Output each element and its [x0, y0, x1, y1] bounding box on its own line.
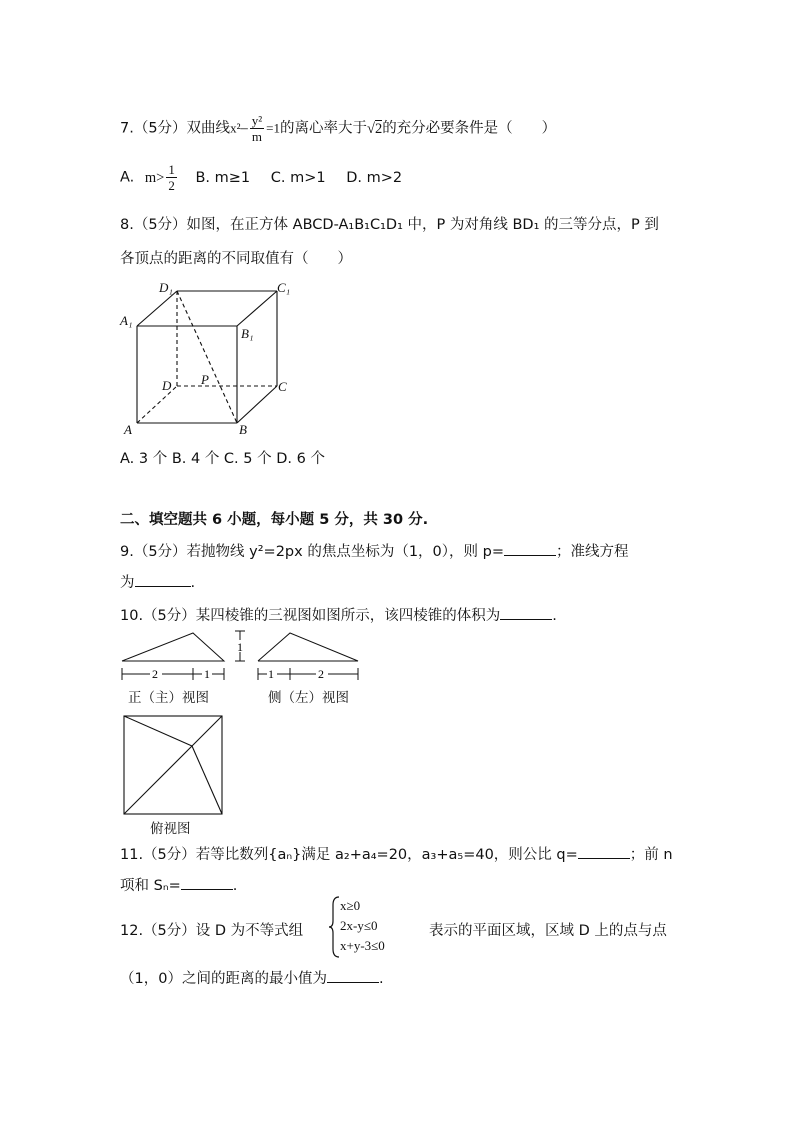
q12-blank-distance [327, 968, 379, 983]
q10-line [120, 604, 557, 625]
top-view-edge-1 [124, 716, 192, 746]
q11-line2 [120, 874, 237, 895]
front-dim-short: 1 [204, 667, 210, 681]
q10-text-pre: 10.（5分）某四棱锥的三视图如图所示，该四棱锥的体积为 [120, 608, 501, 624]
cube-diagonal-bd1 [177, 291, 237, 423]
q7-eq-x2: x² [230, 120, 241, 136]
q7-sqrt-arg: 2 [374, 120, 383, 137]
q10-text-post: . [552, 608, 557, 624]
section2-title: 二、填空题共 6 小题，每小题 5 分，共 30 分. [120, 512, 429, 528]
side-dim-long: 2 [318, 667, 324, 681]
q7-prefix: 7.（5分）双曲线 [120, 120, 231, 137]
top-view-edge-2 [192, 716, 222, 746]
cube-edge-a1d1 [137, 291, 177, 326]
q8-line2: 各顶点的距离的不同取值有（ ） [120, 251, 352, 267]
side-dim-short: 1 [268, 667, 274, 681]
q7-sqrt: √2 [366, 120, 383, 137]
q11-line2-pre: 项和 Sₙ= [120, 878, 181, 894]
q12-brace [327, 895, 341, 959]
q12-post: 表示的平面区域，区域 D 上的点与点 [429, 923, 667, 939]
q12-line2 [120, 967, 384, 988]
cube-label-d1: D₁ [159, 280, 173, 295]
q12-line2-pre: （1，0）之间的距离的最小值为 [120, 971, 327, 987]
cube-label-a: A [124, 422, 132, 437]
height-dim-figure [232, 628, 248, 666]
q7-option-c: C. m>1 [270, 169, 326, 186]
q7-frac-den: m [251, 129, 262, 144]
front-view-triangle [122, 633, 224, 661]
cube-label-c1: C₁ [277, 280, 291, 295]
q11-blank-sn [181, 875, 233, 890]
top-view-edge-4 [192, 746, 222, 814]
q7-option-b: B. m≥1 [195, 169, 251, 186]
q9-blank-p [504, 541, 556, 556]
q12-sys3: x+y-3≤0 [340, 938, 385, 953]
side-view-label: 侧（左）视图 [268, 690, 349, 706]
q11-line1-pre: 11.（5分）若等比数列{aₙ}满足 a₂+a₄=20，a₃+a₅=40，则公比 q= [120, 847, 578, 863]
q7-option-d: D. m>2 [346, 169, 403, 186]
q7-eq-rhs: =1 [266, 120, 280, 136]
q12-brace-path [329, 897, 339, 957]
q9-line2 [120, 571, 195, 592]
q9-blank-directrix [135, 572, 191, 587]
q11-line1 [120, 843, 673, 864]
top-view-edge-3 [124, 746, 192, 814]
q7-mid: 的离心率大于 [279, 120, 367, 137]
q7-frac-num: y² [251, 113, 263, 128]
cube-label-b: B [239, 422, 247, 437]
q11-line2-post: . [232, 878, 238, 894]
q12-system [340, 896, 385, 956]
q8-line1: 8.（5分）如图，在正方体 ABCD-A₁B₁C₁D₁ 中，P 为对角线 BD₁ 的三等分点，P 到 [120, 217, 659, 233]
q7-option-a-label: A. [120, 169, 135, 186]
front-dim-long: 2 [152, 667, 158, 681]
side-view-triangle [258, 633, 358, 661]
q9-line2-post: . [190, 575, 196, 591]
q12-sys2: 2x-y≤0 [340, 918, 378, 933]
q10-blank-volume [500, 605, 552, 620]
q7-eq-fraction [250, 113, 264, 144]
cube-label-a1: A₁ [120, 313, 133, 328]
top-view-label: 俯视图 [150, 821, 191, 837]
q7-option-a-den: 2 [168, 178, 175, 193]
q12-pre: 12.（5分）设 D 为不等式组 [120, 923, 304, 939]
q7-options [120, 162, 402, 193]
front-view-label: 正（主）视图 [128, 690, 209, 706]
q12-line2-post: . [378, 971, 384, 987]
q9-line1-pre: 9.（5分）若抛物线 y²=2px 的焦点坐标为（1，0），则 p= [120, 544, 504, 560]
q7-option-a-num: 1 [168, 162, 175, 177]
cube-label-d: D [162, 378, 172, 393]
cube-label-c: C [278, 379, 287, 394]
front-view-figure [118, 628, 248, 686]
q9-line1-post: ；准线方程 [556, 544, 629, 560]
q11-line1-post: ；前 n [629, 847, 673, 863]
q9-line2-pre: 为 [120, 575, 135, 591]
top-view-figure [120, 713, 226, 817]
cube-label-p: P [201, 372, 209, 387]
q7-option-a-pre: m> [144, 169, 165, 186]
q7-line [120, 113, 556, 144]
q9-line1 [120, 540, 629, 561]
cube-edge-b1c1 [237, 291, 277, 326]
q7-suffix: 的充分必要条件是（ ） [382, 120, 557, 137]
height-dim-label: 1 [237, 640, 243, 654]
q7-eq-minus: – [240, 120, 248, 137]
q11-blank-q [578, 844, 630, 859]
side-view-figure [254, 628, 364, 686]
q7-option-a-fraction [166, 162, 177, 193]
q8-options: A. 3 个 B. 4 个 C. 5 个 D. 6 个 [120, 451, 325, 467]
q12-sys1: x≥0 [340, 898, 361, 913]
cube-label-b1: B₁ [241, 326, 254, 341]
cube-edge-bc [237, 386, 277, 423]
cube-figure [115, 278, 305, 438]
